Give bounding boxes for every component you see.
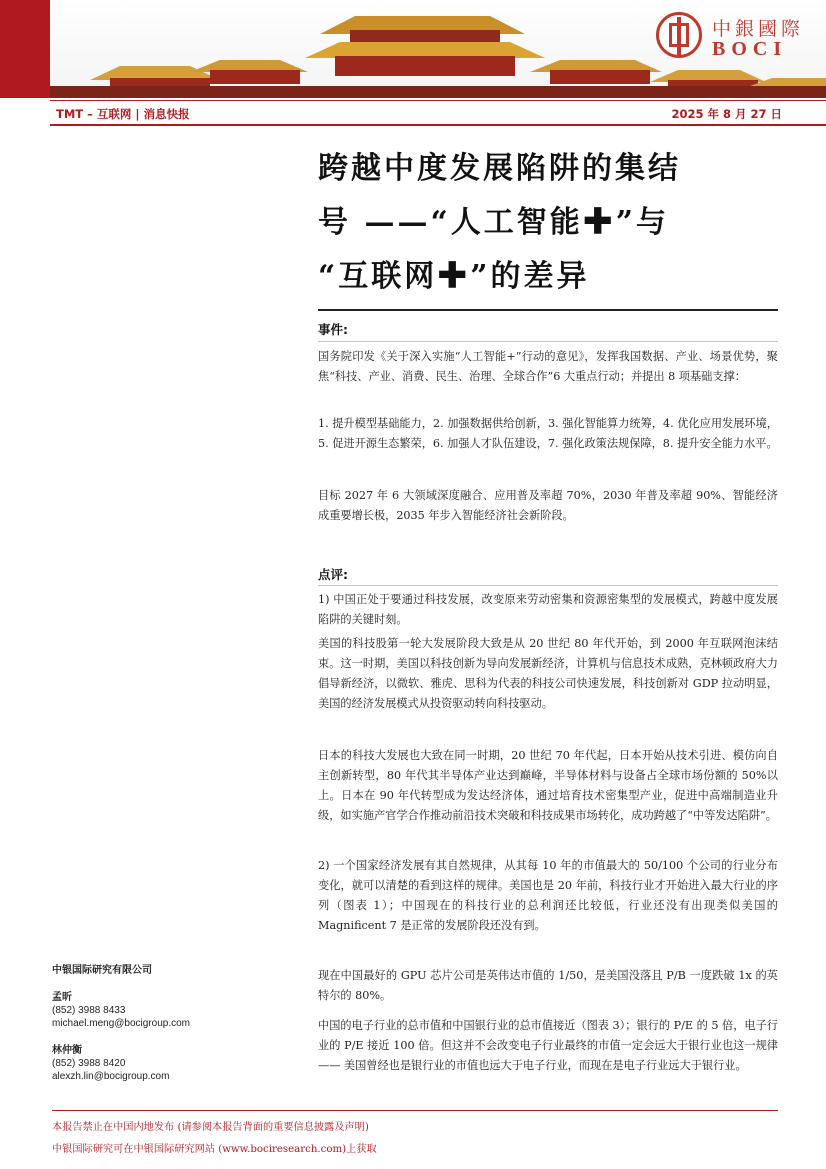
logo-english-text: BOCI bbox=[712, 38, 788, 60]
analyst-phone: (852) 3988 8433 bbox=[52, 1005, 126, 1016]
event-paragraph-2: 1. 提升模型基础能力，2. 加强数据供给创新，3. 强化智能算力统筹，4. 优化应用发展环境，5. 促进开源生态繁荣，6. 加强人才队伍建设，7. 强化政策法规保障，8. 提升安全能力水平。 bbox=[318, 417, 778, 450]
comment-heading: 点评: bbox=[318, 567, 348, 582]
report-title bbox=[318, 142, 788, 304]
disclaimer-line: 本报告禁止在中国内地发布 (请参阅本报告背面的重要信息披露及声明) bbox=[52, 1122, 369, 1133]
title-line-1: 跨越中度发展陷阱的集结 bbox=[318, 151, 681, 186]
logo-chinese-text: 中銀國際 bbox=[712, 18, 805, 40]
analyst-email[interactable]: michael.meng@bocigroup.com bbox=[52, 1018, 190, 1029]
section-bar bbox=[50, 100, 826, 126]
event-divider bbox=[318, 341, 778, 342]
comment-divider bbox=[318, 585, 778, 586]
website-line: 中银国际研究可在中银国际研究网站 (www.bociresearch.com)上获取 bbox=[52, 1144, 377, 1155]
bank-of-china-logo-icon bbox=[656, 12, 702, 58]
brand-red-bar bbox=[0, 0, 50, 98]
analyst-sidebar bbox=[52, 964, 190, 1083]
report-date: 2025 年 8 月 27 日 bbox=[671, 107, 782, 121]
research-org: 中银国际研究有限公司 bbox=[52, 965, 152, 976]
comment-paragraph-1: 1) 中国正处于要通过科技发展，改变原来劳动密集和资源密集型的发展模式，跨越中度发展陷阱的关键时刻。 bbox=[318, 593, 778, 626]
analyst-phone: (852) 3988 8420 bbox=[52, 1058, 126, 1069]
report-category: TMT – 互联网 | 消息快报 bbox=[56, 107, 190, 121]
comment-paragraph-5: 现在中国最好的 GPU 芯片公司是英伟达市值的 1/50，是美国没落且 P/B 一度跌破 1x 的英特尔的 80%。 bbox=[318, 969, 778, 1002]
comment-paragraph-2: 美国的科技股第一轮大发展阶段大致是从 20 世纪 80 年代开始，到 2000 年互联网泡沫结束。这一时期，美国以科技创新为导向发展新经济，计算机与信息技术成熟，克林顿政府大力倡导新经济，以微软、雅虎、思科为代表的科技公司快速发展，科技创新对 GDP 拉动明显，美国的经济发展模式从投资驱动转向科技驱动。 bbox=[318, 637, 778, 710]
header-banner bbox=[0, 0, 826, 98]
title-line-3: “互联网✚”的差异 bbox=[318, 259, 590, 294]
event-heading: 事件: bbox=[318, 322, 348, 337]
title-line-2: 号 ——“人工智能✚”与 bbox=[318, 205, 669, 240]
boci-logo bbox=[656, 12, 816, 68]
event-paragraph-3: 目标 2027 年 6 大领域深度融合、应用普及率超 70%，2030 年普及率超 90%、智能经济成重要增长极，2035 年步入智能经济社会新阶段。 bbox=[318, 489, 778, 522]
comment-paragraph-4: 2) 一个国家经济发展有其自然规律，从其每 10 年的市值最大的 50/100 个公司的行业分布变化，就可以清楚的看到这样的规律。美国也是 20 年前，科技行业才开始进入最大行业的序列（图表 1）；中国现在的科技行业的总利润还比较低，行业还没有出现类似美国的 Magnificent 7 是正常的发展阶段还没有到。 bbox=[318, 859, 778, 932]
comment-paragraph-6: 中国的电子行业的总市值和中国银行业的总市值接近（图表 3）；银行的 P/E 的 5 倍，电子行业的 P/E 接近 100 倍。但这并不会改变电子行业最终的市值一定会远大于银行业也这一规律 —— 美国曾经也是银行业的市值也远大于电子行业，而现在是电子行业远大于银行业。 bbox=[318, 1019, 778, 1072]
comment-paragraph-3: 日本的科技大发展也大致在同一时期，20 世纪 70 年代起，日本开始从技术引进、模仿向自主创新转型，80 年代其半导体产业达到巅峰，半导体材料与设备占全球市场份额的 50%以上。日本在 90 年代转型成为发达经济体，通过培育技术密集型产业，促进中高端制造业升级，如实施产官学合作推动前沿技术突破和科技成果市场转化，成功跨越了“中等发达陷阱”。 bbox=[318, 749, 778, 822]
analyst-name: 林仲衡 bbox=[52, 1045, 82, 1056]
footer-divider bbox=[52, 1110, 778, 1111]
event-paragraph-1: 国务院印发《关于深入实施“人工智能+”行动的意见》，发挥我国数据、产业、场景优势，聚焦“科技、产业、消费、民生、治理、全球合作”6 大重点行动；并提出 8 项基础支撑： bbox=[318, 350, 778, 383]
title-divider bbox=[318, 309, 778, 311]
analyst-name: 孟昕 bbox=[52, 992, 72, 1003]
analyst-email[interactable]: alexzh.lin@bocigroup.com bbox=[52, 1071, 170, 1082]
